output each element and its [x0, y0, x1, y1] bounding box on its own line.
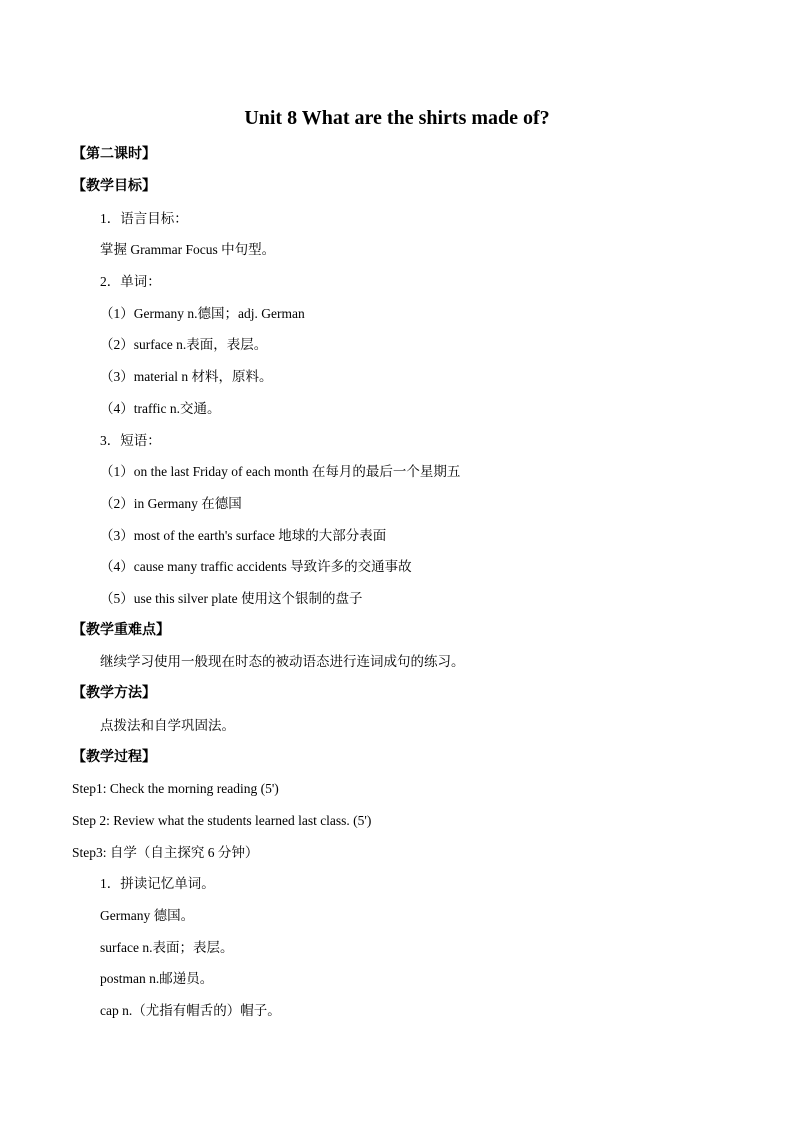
word-item: （3）material n 材料，原料。	[100, 369, 273, 384]
phrase-item: （1）on the last Friday of each month 在每月的最后一个星期五	[100, 464, 461, 479]
step-item: Step 2: Review what the students learned last class. (5')	[72, 813, 372, 828]
key-heading: 【教学重难点】	[72, 623, 170, 638]
method-text: 点拨法和自学巩固法。	[100, 718, 235, 733]
word-item: （4）traffic n.交通。	[100, 401, 221, 416]
words-label: 2．单词：	[100, 274, 161, 289]
spell-word: surface n.表面；表层。	[100, 940, 234, 955]
spell-word: postman n.邮递员。	[100, 971, 214, 986]
process-heading: 【教学过程】	[72, 750, 156, 765]
goals-heading: 【教学目标】	[72, 179, 156, 194]
key-text: 继续学习使用一般现在时态的被动语态进行连词成句的练习。	[100, 654, 465, 669]
document-title: Unit 8 What are the shirts made of?	[244, 107, 550, 129]
phrase-item: （3）most of the earth's surface 地球的大部分表面	[100, 528, 387, 543]
lesson-heading: 【第二课时】	[72, 147, 156, 162]
step-item: Step1: Check the morning reading (5')	[72, 781, 279, 796]
phrases-label: 3．短语：	[100, 433, 161, 448]
word-item: （2）surface n.表面，表层。	[100, 337, 268, 352]
step-item: Step3: 自学（自主探究 6 分钟）	[72, 845, 259, 860]
phrase-item: （5）use this silver plate 使用这个银制的盘子	[100, 591, 363, 606]
spell-label: 1．拼读记忆单词。	[100, 876, 215, 891]
word-item: （1）Germany n.德国；adj. German	[100, 306, 305, 321]
spell-word: cap n.（尤指有帽舌的）帽子。	[100, 1003, 281, 1018]
phrase-item: （2）in Germany 在德国	[100, 496, 242, 511]
method-heading: 【教学方法】	[72, 686, 156, 701]
spell-word: Germany 德国。	[100, 908, 195, 923]
goal1-text: 掌握 Grammar Focus 中句型。	[100, 242, 276, 257]
phrase-item: （4）cause many traffic accidents 导致许多的交通事故	[100, 559, 412, 574]
goal1-label: 1．语言目标：	[100, 211, 188, 226]
